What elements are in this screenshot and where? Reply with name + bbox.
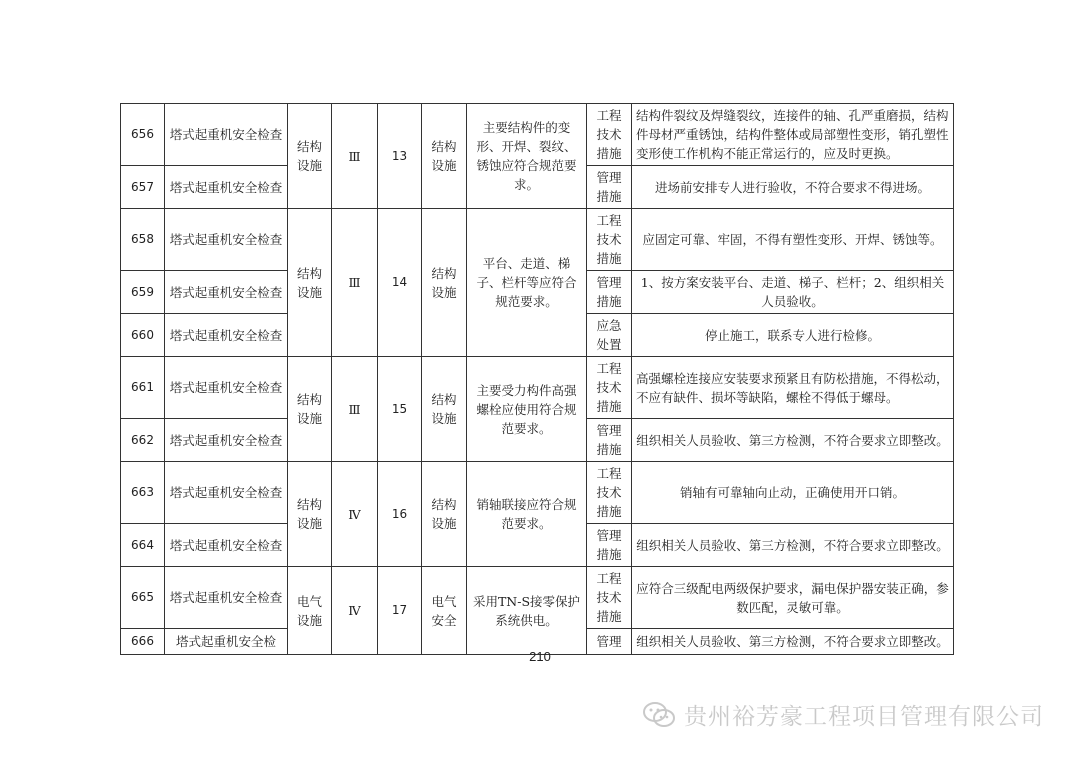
measure-type: 工程技术措施 (587, 209, 632, 271)
row-number: 666 (121, 629, 165, 655)
measure-content: 组织相关人员验收、第三方检测，不符合要求立即整改。 (632, 524, 954, 567)
measure-content: 结构件裂纹及焊缝裂纹，连接件的轴、孔严重磨损，结构件母材严重锈蚀，结构件整体或局部塑性变形，销孔塑性变形使工作机构不能正常运行的，应及时更换。 (632, 104, 954, 166)
row-number: 665 (121, 567, 165, 629)
check-item: 塔式起重机安全检查 (165, 314, 288, 357)
measure-content: 1、按方案安装平台、走道、梯子、栏杆；2、组织相关人员验收。 (632, 271, 954, 314)
risk-level-cell: Ⅳ (332, 462, 378, 567)
risk-level-cell: Ⅲ (332, 104, 378, 209)
measure-content: 进场前安排专人进行验收，不符合要求不得进场。 (632, 166, 954, 209)
measure-type: 工程技术措施 (587, 567, 632, 629)
measure-content: 销轴有可靠轴向止动，正确使用开口销。 (632, 462, 954, 524)
category-cell: 结构设施 (422, 209, 467, 357)
check-item: 塔式起重机安全检查 (165, 524, 288, 567)
row-number: 658 (121, 209, 165, 271)
watermark-text: 贵州裕芳豪工程项目管理有限公司 (684, 704, 1044, 730)
check-item: 塔式起重机安全检查 (165, 209, 288, 271)
measure-type: 工程技术措施 (587, 462, 632, 524)
category-cell: 电气安全 (422, 567, 467, 655)
measure-type: 管理措施 (587, 166, 632, 209)
measure-type: 应急处置 (587, 314, 632, 357)
check-item: 塔式起重机安全检查 (165, 271, 288, 314)
sequence-cell: 17 (378, 567, 422, 655)
check-item: 塔式起重机安全检查 (165, 419, 288, 462)
measure-type: 管理措施 (587, 419, 632, 462)
check-item: 塔式起重机安全检查 (165, 567, 288, 629)
table-row (121, 209, 954, 271)
page-number: 210 (529, 649, 551, 664)
facility-cell: 电气设施 (288, 567, 332, 655)
sequence-cell: 13 (378, 104, 422, 209)
requirement-cell: 平台、走道、梯子、栏杆等应符合规范要求。 (467, 209, 587, 357)
wechat-icon (642, 701, 676, 729)
check-item: 塔式起重机安全检查 (165, 357, 288, 419)
measure-content: 停止施工，联系专人进行检修。 (632, 314, 954, 357)
row-number: 656 (121, 104, 165, 166)
measure-content: 高强螺栓连接应安装要求预紧且有防松措施，不得松动，不应有缺件、损坏等缺陷，螺栓不得低于螺母。 (632, 357, 954, 419)
sequence-cell: 16 (378, 462, 422, 567)
check-item: 塔式起重机安全检 (165, 629, 288, 655)
check-item: 塔式起重机安全检查 (165, 462, 288, 524)
category-cell: 结构设施 (422, 357, 467, 462)
measure-content: 组织相关人员验收、第三方检测，不符合要求立即整改。 (632, 629, 954, 655)
measure-type: 工程技术措施 (587, 357, 632, 419)
row-number: 657 (121, 166, 165, 209)
risk-level-cell: Ⅲ (332, 209, 378, 357)
sequence-cell: 15 (378, 357, 422, 462)
category-cell: 结构设施 (422, 462, 467, 567)
requirement-cell: 采用TN-S接零保护系统供电。 (467, 567, 587, 655)
row-number: 661 (121, 357, 165, 419)
facility-cell: 结构设施 (288, 104, 332, 209)
facility-cell: 结构设施 (288, 462, 332, 567)
requirement-cell: 主要结构件的变形、开焊、裂纹、锈蚀应符合规范要求。 (467, 104, 587, 209)
row-number: 664 (121, 524, 165, 567)
sequence-cell: 14 (378, 209, 422, 357)
facility-cell: 结构设施 (288, 357, 332, 462)
table-row (121, 357, 954, 419)
row-number: 659 (121, 271, 165, 314)
requirement-cell: 主要受力构件高强螺栓应使用符合规范要求。 (467, 357, 587, 462)
measure-content: 组织相关人员验收、第三方检测，不符合要求立即整改。 (632, 419, 954, 462)
check-item: 塔式起重机安全检查 (165, 104, 288, 166)
table-container (120, 103, 953, 655)
measure-type: 管理措施 (587, 271, 632, 314)
category-cell: 结构设施 (422, 104, 467, 209)
row-number: 660 (121, 314, 165, 357)
risk-level-cell: Ⅲ (332, 357, 378, 462)
table-row (121, 462, 954, 524)
measure-type: 管理 (587, 629, 632, 655)
row-number: 663 (121, 462, 165, 524)
risk-level-cell: Ⅳ (332, 567, 378, 655)
measure-content: 应固定可靠、牢固，不得有塑性变形、开焊、锈蚀等。 (632, 209, 954, 271)
row-number: 662 (121, 419, 165, 462)
measure-type: 工程技术措施 (587, 104, 632, 166)
measure-type: 管理措施 (587, 524, 632, 567)
facility-cell: 结构设施 (288, 209, 332, 357)
requirement-cell: 销轴联接应符合规范要求。 (467, 462, 587, 567)
check-item: 塔式起重机安全检查 (165, 166, 288, 209)
measure-content: 应符合三级配电两级保护要求，漏电保护器安装正确，参数匹配，灵敏可靠。 (632, 567, 954, 629)
table-row (121, 104, 954, 166)
table-row (121, 567, 954, 629)
watermark (642, 698, 1044, 731)
safety-check-table (120, 103, 954, 655)
